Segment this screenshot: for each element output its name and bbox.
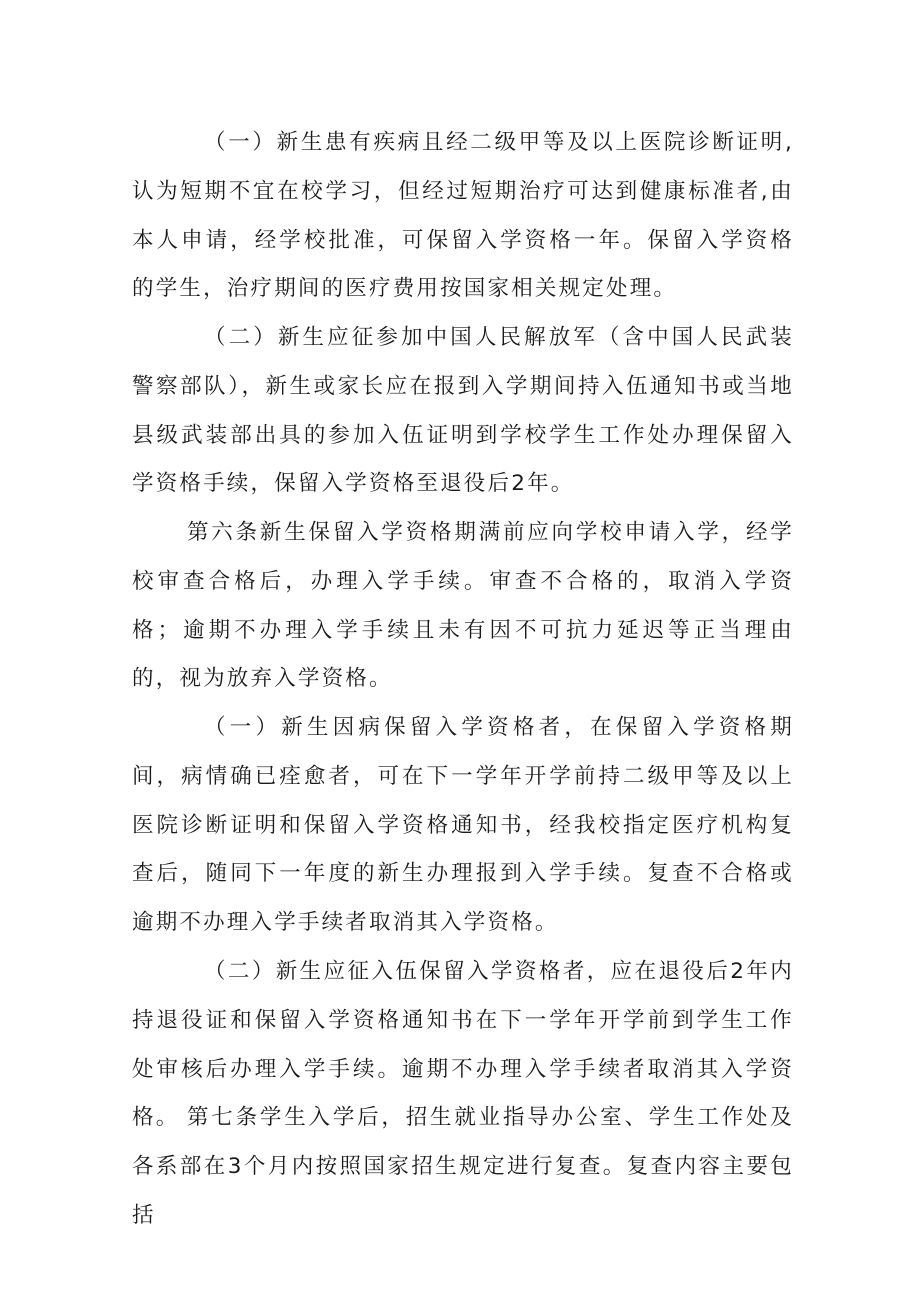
paragraph-military-reentry: （二）新生应征入伍保留入学资格者，应在退役后2年内持退役证和保留入学资格通知书在下一学年开学前到学生工作处审核后办理入学手续。逾期不办理入学手续者取消其入学资格。 xyxy=(132,959,794,1131)
paragraph-article-seven: 第七条学生入学后，招生就业指导办公室、学生工作处及各系部在3个月内按照国家招生规定进行复查。复查内容主要包括 xyxy=(132,1105,794,1228)
paragraph-article-six: 第六条新生保留入学资格期满前应向学校申请入学，经学校审查合格后，办理入学手续。审查不合格的，取消入学资格；逾期不办理入学手续且未有因不可抗力延迟等正当理由的，视为放弃入学资格。 xyxy=(132,520,794,692)
paragraph-illness-reentry: （一）新生因病保留入学资格者，在保留入学资格期间，病情确已痊愈者，可在下一学年开学前持二级甲等及以上医院诊断证明和保留入学资格通知书，经我校指定医疗机构复查后，随同下一年度的新生办理报到入学手续。复查不合格或逾期不办理入学手续者取消其入学资格。 xyxy=(132,715,794,936)
paragraph-illness-deferral: （一）新生患有疾病且经二级甲等及以上医院诊断证明,认为短期不宜在校学习，但经过短期治疗可达到健康标准者,由本人申请，经学校批准，可保留入学资格一年。保留入学资格的学生，治疗期间的医疗费用按国家相关规定处理。 xyxy=(132,130,794,302)
paragraph-military-deferral: （二）新生应征参加中国人民解放军（含中国人民武装警察部队），新生或家长应在报到入学期间持入伍通知书或当地县级武装部出具的参加入伍证明到学校学生工作处办理保留入学资格手续，保留入学资格至退役后2年。 xyxy=(132,325,794,497)
